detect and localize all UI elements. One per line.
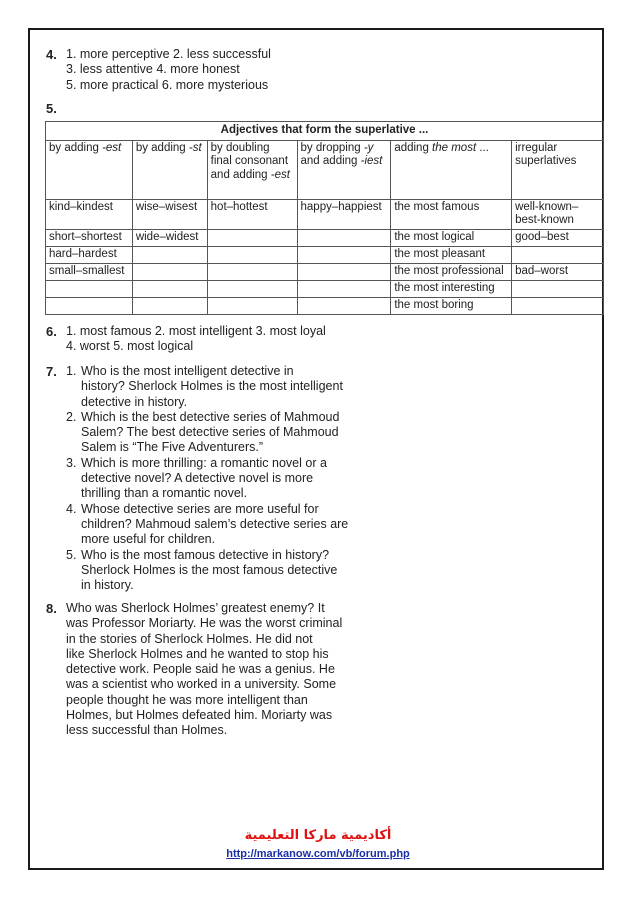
list-item: 2. Which is the best detective series of Mahmoud Salem? The best detective series of Mahmoud Salem is “The Five Adventurers.” — [66, 409, 340, 455]
table-cell — [297, 297, 391, 314]
column-header: by adding -st — [132, 140, 207, 199]
exercise-number: 7. — [46, 364, 57, 379]
table-row — [46, 280, 604, 297]
superlative-table — [45, 121, 604, 315]
column-header: by dropping -y and adding -iest — [297, 140, 391, 199]
list-item: 4. Whose detective series are more useful for children? Mahmoud salem’s detective series are more useful for children. — [66, 501, 349, 547]
table-row — [46, 246, 604, 263]
table-cell — [46, 280, 133, 297]
table-cell — [512, 246, 604, 263]
column-header: irregular superlatives — [512, 140, 604, 199]
exercise-6 — [46, 324, 326, 355]
answer-line: 3. less attentive 4. more honest — [66, 62, 240, 77]
answer-line: 1. more perceptive 2. less successful — [66, 47, 271, 61]
table-cell: short–shortest — [46, 229, 133, 246]
exercise-number: 4. — [46, 47, 57, 62]
exercise-5 — [46, 101, 66, 116]
exercise-number: 5. — [46, 101, 57, 116]
paragraph-line: people thought he was more intelligent than — [66, 692, 308, 707]
paragraph-line: Who was Sherlock Holmes’ greatest enemy? It — [66, 601, 325, 615]
column-header: by doubling final consonant and adding -est — [207, 140, 297, 199]
table-cell: small–smallest — [46, 263, 133, 280]
answer-line: 4. worst 5. most logical — [66, 339, 194, 354]
table-cell — [207, 297, 297, 314]
table-cell: the most boring — [391, 297, 512, 314]
table-cell: good–best — [512, 229, 604, 246]
exercise-7 — [46, 364, 371, 593]
table-cell — [207, 229, 297, 246]
table-cell: the most logical — [391, 229, 512, 246]
table-cell: hot–hottest — [207, 199, 297, 229]
list-item: 5. Who is the most famous detective in history? Sherlock Holmes is the most famous detective in history. — [66, 547, 338, 593]
paragraph-line: was a scientist who worked in a university. Some — [66, 677, 337, 692]
table-cell: wide–widest — [132, 229, 207, 246]
table-cell — [132, 246, 207, 263]
paragraph-line: like Sherlock Holmes and he wanted to stop his — [66, 646, 329, 661]
table-cell — [46, 297, 133, 314]
table-cell — [207, 246, 297, 263]
paragraph-line: Holmes, but Holmes defeated him. Moriarty was — [66, 708, 333, 723]
column-header: adding the most ... — [391, 140, 512, 199]
table-cell — [512, 280, 604, 297]
table-cell: hard–hardest — [46, 246, 133, 263]
table-cell: happy–happiest — [297, 199, 391, 229]
exercise-4 — [46, 47, 271, 93]
forum-link[interactable]: http://markanow.com/vb/forum.php — [226, 848, 410, 860]
table-cell — [207, 263, 297, 280]
table-row — [46, 229, 604, 246]
table-cell — [297, 263, 391, 280]
table-cell — [132, 263, 207, 280]
exercise-8 — [46, 601, 342, 739]
table-cell: kind–kindest — [46, 199, 133, 229]
table-cell: the most interesting — [391, 280, 512, 297]
table-cell: the most pleasant — [391, 246, 512, 263]
exercise-number: 8. — [46, 601, 57, 616]
table-cell: wise–wisest — [132, 199, 207, 229]
table-row — [46, 297, 604, 314]
exercise-number: 6. — [46, 324, 57, 339]
paragraph-line: in the stories of Sherlock Holmes. He did not — [66, 631, 313, 646]
table-cell — [297, 280, 391, 297]
academy-name: أكاديمية ماركا التعليمية — [244, 828, 392, 843]
table-cell: bad–worst — [512, 263, 604, 280]
table-header-row — [46, 140, 604, 199]
table-cell — [132, 280, 207, 297]
column-header: by adding -est — [46, 140, 133, 199]
table-cell: well-known–best-known — [512, 199, 604, 229]
paragraph-line: less successful than Holmes. — [66, 723, 228, 738]
table-caption: Adjectives that form the superlative ... — [46, 122, 604, 141]
table-cell — [297, 229, 391, 246]
table-cell — [207, 280, 297, 297]
table-cell — [512, 297, 604, 314]
answer-line: 5. more practical 6. more mysterious — [66, 77, 269, 92]
answer-line: 1. most famous 2. most intelligent 3. most loyal — [66, 324, 326, 338]
table-cell — [297, 246, 391, 263]
paragraph-line: was Professor Moriarty. He was the worst criminal — [66, 616, 343, 631]
list-item: 1. Who is the most intelligent detective in history? Sherlock Holmes is the most intelligent detective in history. — [66, 364, 343, 409]
list-item: 3. Which is more thrilling: a romantic novel or a detective novel? A detective novel is more thrilling than a romantic novel. — [66, 455, 327, 501]
table-row — [46, 263, 604, 280]
table-cell: the most professional — [391, 263, 512, 280]
paragraph-line: detective work. People said he was a genius. He — [66, 662, 335, 677]
table-cell: the most famous — [391, 199, 512, 229]
table-cell — [132, 297, 207, 314]
table-row — [46, 199, 604, 229]
